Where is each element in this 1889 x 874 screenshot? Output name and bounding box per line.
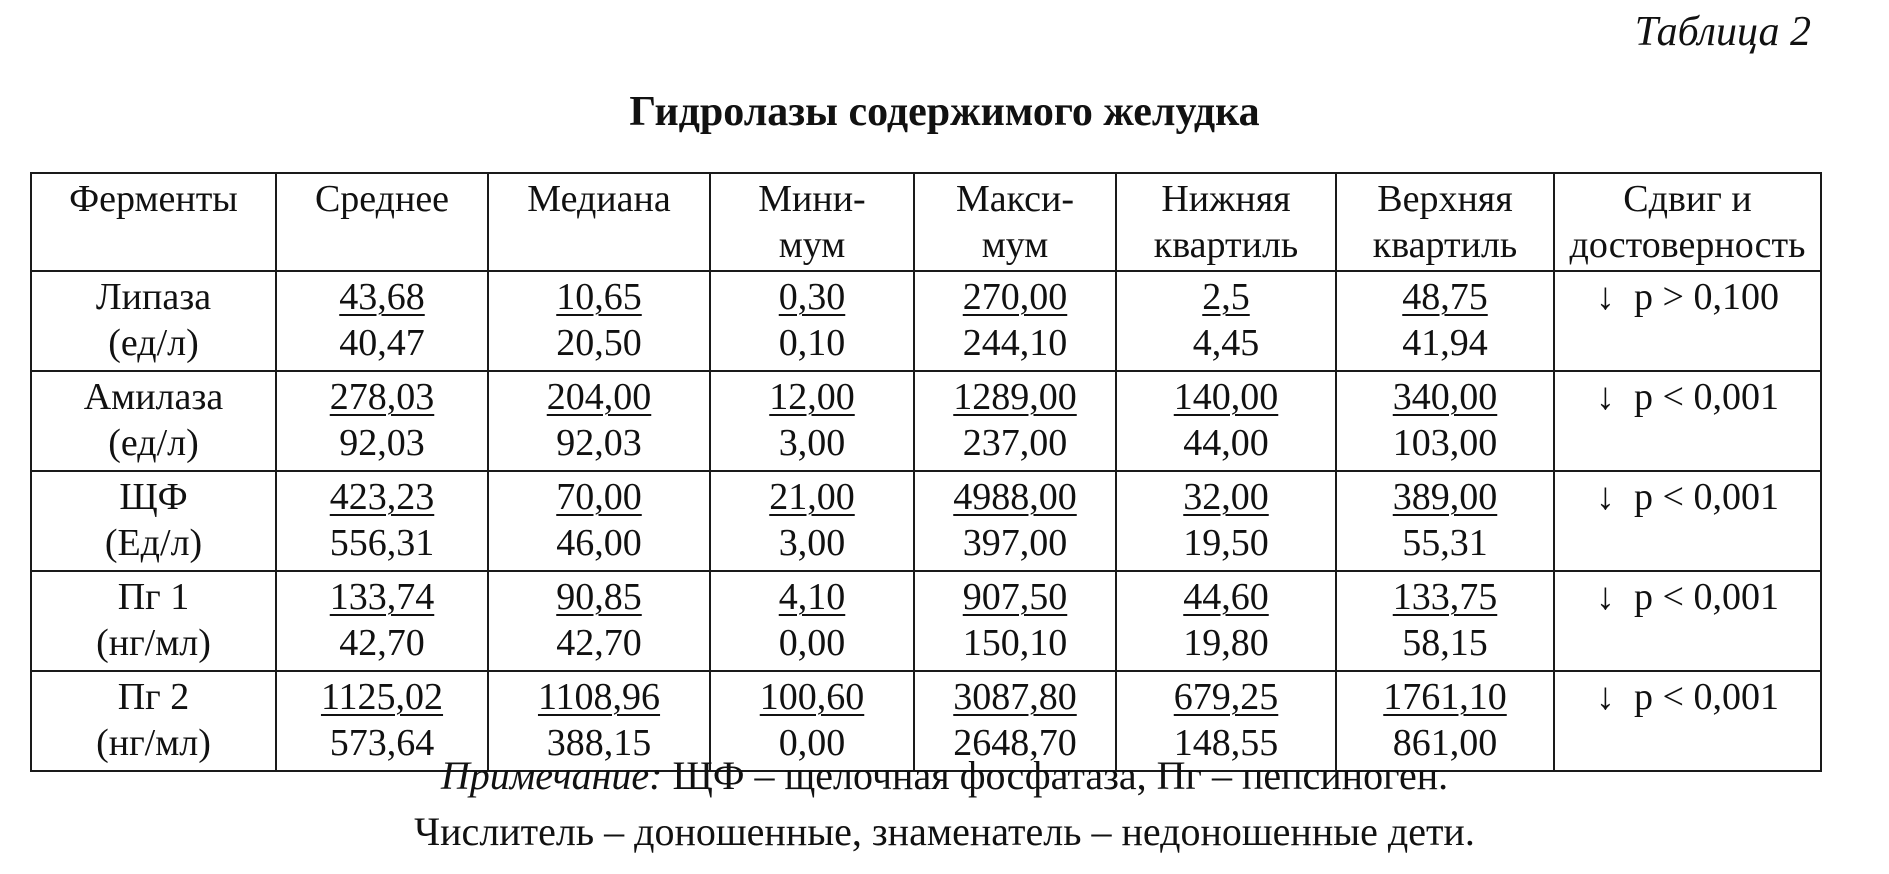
column-header-maximum <box>914 173 1116 271</box>
denominator-value: 244,10 <box>962 322 1068 364</box>
denominator-value: 237,00 <box>962 422 1068 464</box>
value-cell-maximum <box>914 571 1116 671</box>
enzymes-table <box>30 172 1822 772</box>
denominator-value: 3,00 <box>778 522 846 564</box>
value-cell-minimum <box>710 371 914 471</box>
denominator-value: 4,45 <box>1192 322 1260 364</box>
denominator-value: 58,15 <box>1402 622 1488 664</box>
numerator-value: 12,00 <box>769 376 855 418</box>
value-cell-mean <box>276 371 488 471</box>
denominator-value: 861,00 <box>1392 722 1498 764</box>
numerator-value: 423,23 <box>329 476 435 518</box>
numerator-value: 21,00 <box>769 476 855 518</box>
table-title: Гидролазы содержимого желудка <box>629 89 1260 135</box>
value-cell-lower-quartile <box>1116 371 1336 471</box>
enzyme-unit: (Ед/л) <box>104 522 203 564</box>
numerator-value: 133,75 <box>1392 576 1498 618</box>
column-header-line1: Нижняя <box>1161 178 1291 220</box>
value-cell-upper-quartile <box>1336 371 1554 471</box>
denominator-value: 3,00 <box>778 422 846 464</box>
denominator-value: 573,64 <box>329 722 435 764</box>
numerator-value: 389,00 <box>1392 476 1498 518</box>
numerator-value: 1289,00 <box>953 376 1077 418</box>
enzyme-unit: (ед/л) <box>108 422 199 464</box>
column-header-enzymes <box>31 173 276 271</box>
value-cell-median <box>488 271 710 371</box>
numerator-value: 100,60 <box>759 676 865 718</box>
column-header-minimum <box>710 173 914 271</box>
enzyme-name: Пг 1 <box>117 576 190 618</box>
numerator-value: 44,60 <box>1183 576 1269 618</box>
numerator-value: 32,00 <box>1183 476 1269 518</box>
column-header-median <box>488 173 710 271</box>
denominator-value: 19,50 <box>1183 522 1269 564</box>
enzyme-name: Пг 2 <box>117 676 190 718</box>
shift-cell <box>1554 371 1821 471</box>
numerator-value: 70,00 <box>556 476 642 518</box>
shift-significance: ↓ p < 0,001 <box>1596 376 1779 418</box>
column-header-line1: Ферменты <box>69 178 238 220</box>
shift-cell <box>1554 271 1821 371</box>
numerator-value: 340,00 <box>1392 376 1498 418</box>
value-cell-maximum <box>914 471 1116 571</box>
denominator-value: 19,80 <box>1183 622 1269 664</box>
value-cell-maximum <box>914 271 1116 371</box>
value-cell-median <box>488 571 710 671</box>
numerator-value: 43,68 <box>339 276 425 318</box>
numerator-value: 907,50 <box>962 576 1068 618</box>
column-header-line2: мум <box>981 224 1049 266</box>
numerator-value: 4,10 <box>778 576 846 618</box>
header-row <box>31 173 1821 271</box>
value-cell-upper-quartile <box>1336 471 1554 571</box>
shift-significance: ↓ p > 0,100 <box>1596 276 1779 318</box>
numerator-value: 0,30 <box>778 276 846 318</box>
shift-significance: ↓ p < 0,001 <box>1596 676 1779 718</box>
column-header-line2: квартиль <box>1153 224 1299 266</box>
enzyme-unit: (ед/л) <box>108 322 199 364</box>
numerator-value: 270,00 <box>962 276 1068 318</box>
numerator-value: 48,75 <box>1402 276 1488 318</box>
value-cell-lower-quartile <box>1116 271 1336 371</box>
denominator-value: 556,31 <box>329 522 435 564</box>
value-cell-median <box>488 471 710 571</box>
column-header-upper-quartile <box>1336 173 1554 271</box>
value-cell-upper-quartile <box>1336 271 1554 371</box>
shift-cell <box>1554 471 1821 571</box>
enzyme-unit: (нг/мл) <box>96 622 211 664</box>
denominator-value: 92,03 <box>556 422 642 464</box>
numerator-value: 3087,80 <box>953 676 1077 718</box>
value-cell-mean <box>276 271 488 371</box>
value-cell-maximum <box>914 371 1116 471</box>
denominator-value: 0,10 <box>778 322 846 364</box>
enzyme-name: Липаза <box>95 276 212 318</box>
table-note <box>0 752 1889 799</box>
value-cell-mean <box>276 571 488 671</box>
table-number: Таблица 2 <box>1634 9 1811 55</box>
enzyme-unit: (нг/мл) <box>96 722 211 764</box>
enzyme-cell <box>31 571 276 671</box>
enzyme-cell <box>31 371 276 471</box>
value-cell-minimum <box>710 471 914 571</box>
denominator-value: 41,94 <box>1402 322 1488 364</box>
value-cell-lower-quartile <box>1116 471 1336 571</box>
denominator-value: 103,00 <box>1392 422 1498 464</box>
denominator-value: 397,00 <box>962 522 1068 564</box>
table-row <box>31 571 1821 671</box>
denominator-value: 42,70 <box>339 622 425 664</box>
denominator-value: 0,00 <box>778 722 846 764</box>
shift-significance: ↓ p < 0,001 <box>1596 576 1779 618</box>
shift-significance: ↓ p < 0,001 <box>1596 476 1779 518</box>
column-header-line2: квартиль <box>1372 224 1518 266</box>
table-row <box>31 271 1821 371</box>
denominator-value: 388,15 <box>546 722 652 764</box>
table-note-line2: Числитель – доношенные, знаменатель – недоношенные дети. <box>414 809 1475 854</box>
value-cell-upper-quartile <box>1336 571 1554 671</box>
column-header-mean <box>276 173 488 271</box>
column-header-shift <box>1554 173 1821 271</box>
denominator-value: 148,55 <box>1173 722 1279 764</box>
denominator-value: 2648,70 <box>953 722 1077 764</box>
column-header-line1: Мини- <box>758 178 866 220</box>
numerator-value: 90,85 <box>556 576 642 618</box>
denominator-value: 0,00 <box>778 622 846 664</box>
denominator-value: 55,31 <box>1402 522 1488 564</box>
value-cell-minimum <box>710 271 914 371</box>
denominator-value: 20,50 <box>556 322 642 364</box>
shift-cell <box>1554 571 1821 671</box>
enzyme-cell <box>31 271 276 371</box>
enzyme-name: ЩФ <box>119 476 188 518</box>
column-header-line1: Медиана <box>527 178 671 220</box>
column-header-line1: Сдвиг и <box>1623 178 1752 220</box>
column-header-line2: достоверность <box>1569 224 1806 266</box>
numerator-value: 679,25 <box>1173 676 1279 718</box>
numerator-value: 278,03 <box>329 376 435 418</box>
denominator-value: 46,00 <box>556 522 642 564</box>
value-cell-minimum <box>710 571 914 671</box>
table-row <box>31 371 1821 471</box>
denominator-value: 150,10 <box>962 622 1068 664</box>
column-header-line1: Среднее <box>314 178 450 220</box>
note-text: ЩФ – щелочная фосфатаза, Пг – пепсиноген. <box>662 753 1449 798</box>
value-cell-mean <box>276 471 488 571</box>
numerator-value: 2,5 <box>1202 276 1250 318</box>
numerator-value: 1125,02 <box>320 676 444 718</box>
numerator-value: 4988,00 <box>953 476 1077 518</box>
table-row <box>31 471 1821 571</box>
note-label: Примечание: <box>440 753 663 798</box>
denominator-value: 40,47 <box>339 322 425 364</box>
denominator-value: 42,70 <box>556 622 642 664</box>
numerator-value: 1761,10 <box>1383 676 1507 718</box>
enzyme-name: Амилаза <box>83 376 224 418</box>
numerator-value: 204,00 <box>546 376 652 418</box>
numerator-value: 1108,96 <box>537 676 661 718</box>
column-header-line1: Верхняя <box>1377 178 1513 220</box>
value-cell-median <box>488 371 710 471</box>
column-header-line2: мум <box>778 224 846 266</box>
column-header-lower-quartile <box>1116 173 1336 271</box>
value-cell-lower-quartile <box>1116 571 1336 671</box>
numerator-value: 133,74 <box>329 576 435 618</box>
denominator-value: 92,03 <box>339 422 425 464</box>
numerator-value: 10,65 <box>556 276 642 318</box>
enzyme-cell <box>31 471 276 571</box>
numerator-value: 140,00 <box>1173 376 1279 418</box>
column-header-line1: Макси- <box>955 178 1075 220</box>
denominator-value: 44,00 <box>1183 422 1269 464</box>
